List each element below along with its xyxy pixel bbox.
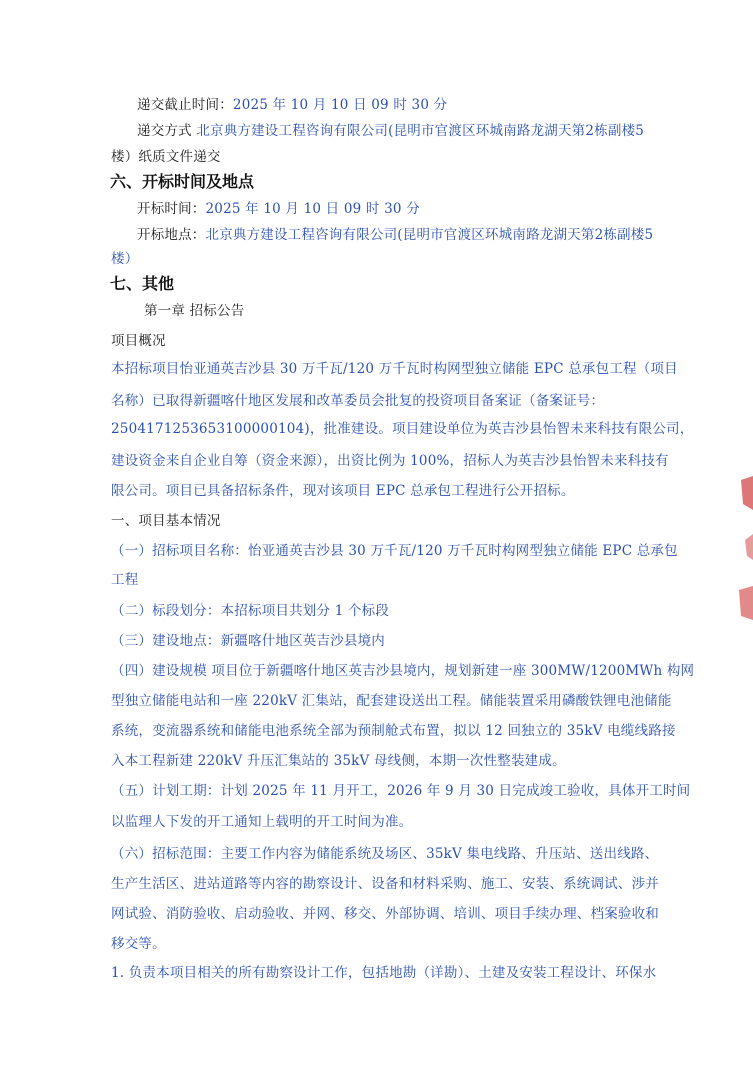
item-6-line: 生产生活区、进站道路等内容的勘察设计、设备和材料采购、施工、安装、系统调试、涉并	[111, 876, 659, 892]
item-4-line: 入本工程新建 220kV 升压汇集站的 35kV 母线侧，本期一次性整装建成。	[111, 753, 566, 769]
open-time-label: 开标时间：	[137, 201, 206, 217]
open-time-line	[137, 200, 420, 218]
deadline-label: 递交截止时间：	[137, 97, 233, 113]
overview-line: 名称）已取得新疆喀什地区发展和改革委员会批复的投资项目备案证（备案证号：	[111, 393, 605, 409]
open-place-value: 北京典方建设工程咨询有限公司(昆明市官渡区环城南路龙湖天第2栋副楼5	[205, 227, 654, 243]
item-6-line: 网试验、消防验收、启动验收、并网、移交、外部协调、培训、项目手续办理、档案验收和	[111, 906, 659, 922]
seal-stamp-fragment	[737, 470, 753, 650]
method-value: 北京典方建设工程咨询有限公司(昆明市官渡区环城南路龙湖天第2栋副楼5	[196, 123, 645, 139]
item-4-line: 系统，变流器系统和储能电池系统全部为预制舱式布置，拟以 12 回独立的 35kV 电缆线路接	[111, 723, 676, 739]
method-line	[137, 122, 644, 140]
item-7-line: 1. 负责本项目相关的所有勘察设计工作，包括地勘（详勘）、土建及安装工程设计、环保水	[111, 965, 657, 981]
overview-line: 本招标项目怡亚通英吉沙县 30 万千瓦/120 万千瓦时构网型独立储能 EPC 总承包工程（项目	[111, 361, 678, 377]
method-label: 递交方式	[137, 123, 192, 139]
item-1-line: 工程	[111, 572, 139, 588]
overview-line: 限公司。项目已具备招标条件，现对该项目 EPC 总承包工程进行公开招标。	[111, 483, 575, 499]
open-place-line	[137, 226, 653, 244]
deadline-value: 2025 年 10 月 10 日 09 时 30 分	[232, 97, 448, 113]
item-6-line: 移交等。	[111, 936, 166, 952]
open-place-line-2: 楼）	[111, 251, 139, 267]
item-6-line: （六）招标范围：主要工作内容为储能系统及场区、35kV 集电线路、升压站、送出线路、	[111, 846, 659, 862]
open-time-value: 2025 年 10 月 10 日 09 时 30 分	[205, 201, 420, 217]
section-7-heading: 七、其他	[110, 274, 175, 293]
item-5-line: （五）计划工期：计划 2025 年 11 月开工，2026 年 9 月 30 日完成竣工验收，具体开工时间	[111, 783, 691, 799]
item-4-line: 型独立储能电站和一座 220kV 汇集站，配套建设送出工程。储能装置采用磷酸铁锂电池储能	[111, 693, 672, 709]
open-place-label: 开标地点：	[137, 227, 206, 243]
item-4-line: （四）建设规模 项目位于新疆喀什地区英吉沙县境内，规划新建一座 300MW/1200MWh 构网	[111, 663, 695, 679]
chapter-title: 第一章 招标公告	[144, 303, 245, 319]
basic-info-heading: 一、项目基本情况	[111, 513, 221, 529]
method-line-2: 楼）纸质文件递交	[111, 149, 221, 165]
overview-line: 建设资金来自企业自筹（资金来源），出资比例为 100%，招标人为英吉沙县怡智未来科技有	[111, 453, 669, 469]
item-3-line: （三）建设地点：新疆喀什地区英吉沙县境内	[111, 633, 385, 649]
item-1-line: （一）招标项目名称：怡亚通英吉沙县 30 万千瓦/120 万千瓦时构网型独立储能 EPC 总承包	[111, 543, 678, 559]
overview-line: 2504171253653100000104)，批准建设。项目建设单位为英吉沙县怡智未来科技有限公司，	[111, 421, 694, 437]
item-2-line: （二）标段划分：本招标项目共划分 1 个标段	[111, 603, 390, 619]
deadline-line	[137, 96, 447, 114]
section-6-heading: 六、开标时间及地点	[110, 172, 255, 191]
overview-title: 项目概况	[111, 333, 166, 349]
item-5-line: 以监理人下发的开工通知上载明的开工时间为准。	[111, 814, 413, 830]
